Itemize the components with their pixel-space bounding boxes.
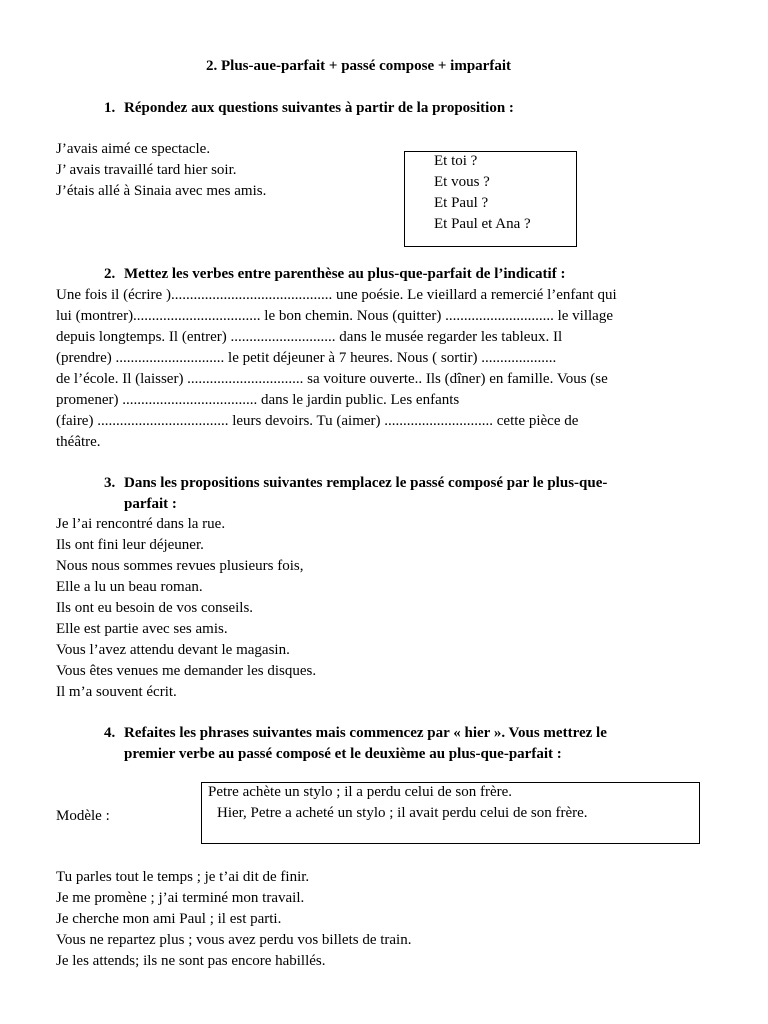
section-2-heading [104,264,565,285]
section-3-heading-text: Dans les propositions suivantes remplacez le passé composé par le plus-que- [124,475,608,491]
section-4-number: 4. [104,725,116,741]
section-3-sentence: Vous l’avez attendu devant le magasin. [56,642,290,658]
exercise-line: Une fois il (écrire )........................................... une poésie. Le vieillard a remercié l’enfant qui [56,287,617,303]
section-1-heading [104,98,514,119]
section-3-heading [104,473,607,515]
model-label: Modèle : [56,808,110,824]
exercise-line: (faire) ................................... leurs devoirs. Tu (aimer) ............................. cette pièce de [56,413,579,429]
model-line: Hier, Petre a acheté un stylo ; il avait perdu celui de son frère. [217,805,588,821]
section-4-sentences [56,867,411,972]
section-4-heading [104,723,607,765]
exercise-line: (prendre) ............................. le petit déjeuner à 7 heures. Nous ( sortir) .................... [56,350,557,366]
section-4-sentence: Vous ne repartez plus ; vous avez perdu vos billets de train. [56,932,412,948]
exercise-line: lui (montrer).................................. le bon chemin. Nous (quitter) ............................. le village [56,308,613,324]
question-box-line: Et vous ? [434,174,490,190]
exercise-line: théâtre. [56,434,101,450]
section-3-heading-text: parfait : [124,496,177,512]
section-1-sentence: J’avais aimé ce spectacle. [56,141,211,157]
section-4-heading-text: premier verbe au passé composé et le deuxième au plus-que-parfait : [124,746,562,762]
exercise-line: de l’école. Il (laisser) ............................... sa voiture ouverte.. Ils (dîner) en famille. Vous (se [56,371,608,387]
section-3-sentence: Je l’ai rencontré dans la rue. [56,516,226,532]
section-4-sentence: Je les attends; ils ne sont pas encore habillés. [56,953,326,969]
section-3-sentence: Ils ont fini leur déjeuner. [56,537,204,553]
section-3-sentence: Il m’a souvent écrit. [56,684,177,700]
exercise-line: promener) .................................... dans le jardin public. Les enfants [56,392,460,408]
section-4-sentence: Je cherche mon ami Paul ; il est parti. [56,911,282,927]
section-1-sentence: J’étais allé à Sinaia avec mes amis. [56,183,267,199]
section-1-sentence: J’ avais travaillé tard hier soir. [56,162,237,178]
section-2-number: 2. [104,266,116,282]
question-box [404,151,577,247]
section-3-sentence: Elle est partie avec ses amis. [56,621,228,637]
model-line: Petre achète un stylo ; il a perdu celui de son frère. [208,784,513,800]
model-box [201,782,700,844]
section-3-sentence: Ils ont eu besoin de vos conseils. [56,600,254,616]
section-3-sentence: Nous nous sommes revues plusieurs fois, [56,558,304,574]
question-box-line: Et Paul ? [434,195,489,211]
section-3-number: 3. [104,475,116,491]
section-3-sentences [56,514,316,703]
question-box-line: Et Paul et Ana ? [434,216,531,232]
section-4-heading-text: Refaites les phrases suivantes mais commencez par « hier ». Vous mettrez le [124,725,607,741]
section-3-sentence: Vous êtes venues me demander les disques. [56,663,317,679]
exercise-line: depuis longtemps. Il (entrer) ............................ dans le musée regarder les tableux. Il [56,329,563,345]
section-3-sentence: Elle a lu un beau roman. [56,579,203,595]
section-1-sentences [56,139,266,202]
section-1-number: 1. [104,100,116,116]
section-1-heading-text: Répondez aux questions suivantes à partir de la proposition : [124,100,514,116]
page-title: 2. Plus-aue-parfait + passé compose + imparfait [206,58,511,74]
section-4-sentence: Tu parles tout le temps ; je t’ai dit de finir. [56,869,310,885]
section-4-sentence: Je me promène ; j’ai terminé mon travail. [56,890,305,906]
question-box-line: Et toi ? [434,153,478,169]
section-2-heading-text: Mettez les verbes entre parenthèse au plus-que-parfait de l’indicatif : [124,266,566,282]
section-2-exercise [56,285,617,453]
